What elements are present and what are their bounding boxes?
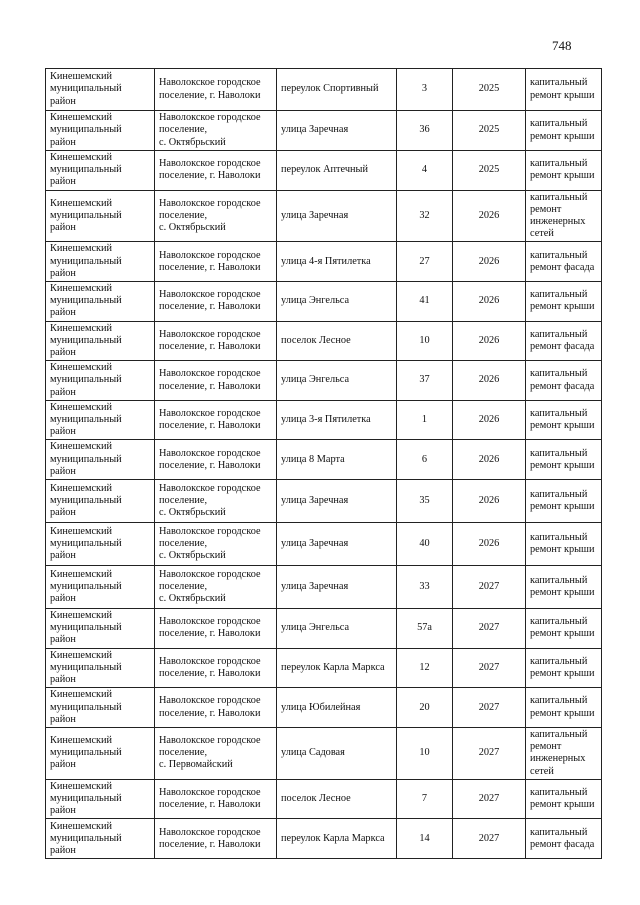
- table-body: [46, 69, 602, 859]
- district-cell: Кинешемский муниципальный район: [46, 523, 155, 566]
- year-cell: 2027: [453, 779, 526, 819]
- house-number-cell: 14: [397, 819, 453, 859]
- street-cell: улица Садовая: [277, 727, 397, 779]
- table-row: [46, 361, 602, 401]
- house-number-cell: 10: [397, 321, 453, 361]
- table-row: [46, 321, 602, 361]
- work-type-cell: капитальный ремонт крыши: [526, 111, 602, 151]
- settlement-cell: Наволокское городское поселение, с. Октябрьский: [155, 190, 277, 242]
- district-cell: Кинешемский муниципальный район: [46, 400, 155, 440]
- work-type-cell: капитальный ремонт крыши: [526, 400, 602, 440]
- settlement-cell: Наволокское городское поселение, г. Наволоки: [155, 819, 277, 859]
- district-cell: Кинешемский муниципальный район: [46, 361, 155, 401]
- year-cell: 2027: [453, 727, 526, 779]
- district-cell: Кинешемский муниципальный район: [46, 609, 155, 649]
- settlement-cell: Наволокское городское поселение, г. Наволоки: [155, 688, 277, 728]
- street-cell: улица Юбилейная: [277, 688, 397, 728]
- house-number-cell: 40: [397, 523, 453, 566]
- work-type-cell: капитальный ремонт крыши: [526, 440, 602, 480]
- settlement-cell: Наволокское городское поселение, г. Наволоки: [155, 361, 277, 401]
- settlement-cell: Наволокское городское поселение, с. Октябрьский: [155, 523, 277, 566]
- district-cell: Кинешемский муниципальный район: [46, 69, 155, 111]
- work-type-cell: капитальный ремонт крыши: [526, 523, 602, 566]
- settlement-cell: Наволокское городское поселение, с. Октябрьский: [155, 480, 277, 523]
- settlement-cell: Наволокское городское поселение, г. Наволоки: [155, 69, 277, 111]
- table-row: [46, 480, 602, 523]
- house-number-cell: 12: [397, 648, 453, 688]
- page-number: 748: [552, 38, 572, 53]
- house-number-cell: 33: [397, 566, 453, 609]
- table-row: [46, 609, 602, 649]
- work-type-cell: капитальный ремонт фасада: [526, 321, 602, 361]
- house-number-cell: 41: [397, 282, 453, 322]
- year-cell: 2025: [453, 111, 526, 151]
- year-cell: 2026: [453, 523, 526, 566]
- district-cell: Кинешемский муниципальный район: [46, 819, 155, 859]
- street-cell: поселок Лесное: [277, 321, 397, 361]
- table-row: [46, 648, 602, 688]
- settlement-cell: Наволокское городское поселение, с. Октябрьский: [155, 566, 277, 609]
- settlement-cell: Наволокское городское поселение, г. Наволоки: [155, 282, 277, 322]
- house-number-cell: 20: [397, 688, 453, 728]
- house-number-cell: 6: [397, 440, 453, 480]
- settlement-cell: Наволокское городское поселение, г. Наволоки: [155, 242, 277, 282]
- settlement-cell: Наволокское городское поселение, с. Первомайский: [155, 727, 277, 779]
- year-cell: 2026: [453, 282, 526, 322]
- settlement-cell: Наволокское городское поселение, г. Наволоки: [155, 779, 277, 819]
- street-cell: улица Заречная: [277, 480, 397, 523]
- street-cell: улица Энгельса: [277, 609, 397, 649]
- table-row: [46, 151, 602, 191]
- table-row: [46, 779, 602, 819]
- settlement-cell: Наволокское городское поселение, г. Наволоки: [155, 648, 277, 688]
- year-cell: 2027: [453, 819, 526, 859]
- table-row: [46, 688, 602, 728]
- house-number-cell: 35: [397, 480, 453, 523]
- table-row: [46, 819, 602, 859]
- table-row: [46, 727, 602, 779]
- street-cell: улица Энгельса: [277, 282, 397, 322]
- district-cell: Кинешемский муниципальный район: [46, 282, 155, 322]
- table-row: [46, 523, 602, 566]
- street-cell: переулок Карла Маркса: [277, 819, 397, 859]
- year-cell: 2026: [453, 480, 526, 523]
- work-type-cell: капитальный ремонт крыши: [526, 779, 602, 819]
- work-type-cell: капитальный ремонт крыши: [526, 566, 602, 609]
- work-type-cell: капитальный ремонт инженерных сетей: [526, 727, 602, 779]
- house-number-cell: 27: [397, 242, 453, 282]
- district-cell: Кинешемский муниципальный район: [46, 242, 155, 282]
- street-cell: улица 3-я Пятилетка: [277, 400, 397, 440]
- street-cell: улица Заречная: [277, 111, 397, 151]
- year-cell: 2026: [453, 321, 526, 361]
- district-cell: Кинешемский муниципальный район: [46, 779, 155, 819]
- house-number-cell: 36: [397, 111, 453, 151]
- year-cell: 2026: [453, 361, 526, 401]
- district-cell: Кинешемский муниципальный район: [46, 566, 155, 609]
- table-row: [46, 440, 602, 480]
- street-cell: переулок Карла Маркса: [277, 648, 397, 688]
- work-type-cell: капитальный ремонт крыши: [526, 282, 602, 322]
- district-cell: Кинешемский муниципальный район: [46, 440, 155, 480]
- district-cell: Кинешемский муниципальный район: [46, 688, 155, 728]
- table-row: [46, 400, 602, 440]
- settlement-cell: Наволокское городское поселение, г. Наволоки: [155, 440, 277, 480]
- settlement-cell: Наволокское городское поселение, г. Наволоки: [155, 151, 277, 191]
- district-cell: Кинешемский муниципальный район: [46, 321, 155, 361]
- work-type-cell: капитальный ремонт фасада: [526, 361, 602, 401]
- year-cell: 2027: [453, 648, 526, 688]
- settlement-cell: Наволокское городское поселение, г. Наволоки: [155, 321, 277, 361]
- street-cell: улица 4-я Пятилетка: [277, 242, 397, 282]
- district-cell: Кинешемский муниципальный район: [46, 648, 155, 688]
- year-cell: 2027: [453, 566, 526, 609]
- settlement-cell: Наволокское городское поселение, г. Наволоки: [155, 609, 277, 649]
- work-type-cell: капитальный ремонт крыши: [526, 151, 602, 191]
- table-row: [46, 69, 602, 111]
- street-cell: переулок Спортивный: [277, 69, 397, 111]
- house-number-cell: 1: [397, 400, 453, 440]
- district-cell: Кинешемский муниципальный район: [46, 151, 155, 191]
- work-type-cell: капитальный ремонт фасада: [526, 242, 602, 282]
- work-type-cell: капитальный ремонт крыши: [526, 688, 602, 728]
- work-type-cell: капитальный ремонт инженерных сетей: [526, 190, 602, 242]
- house-number-cell: 10: [397, 727, 453, 779]
- street-cell: улица Заречная: [277, 523, 397, 566]
- house-number-cell: 7: [397, 779, 453, 819]
- house-number-cell: 4: [397, 151, 453, 191]
- settlement-cell: Наволокское городское поселение, г. Наволоки: [155, 400, 277, 440]
- year-cell: 2026: [453, 190, 526, 242]
- year-cell: 2026: [453, 242, 526, 282]
- repair-schedule-table: [45, 68, 602, 859]
- house-number-cell: 57а: [397, 609, 453, 649]
- year-cell: 2027: [453, 609, 526, 649]
- table-row: [46, 282, 602, 322]
- house-number-cell: 37: [397, 361, 453, 401]
- street-cell: улица Заречная: [277, 566, 397, 609]
- table-row: [46, 566, 602, 609]
- table-row: [46, 242, 602, 282]
- work-type-cell: капитальный ремонт крыши: [526, 480, 602, 523]
- work-type-cell: капитальный ремонт крыши: [526, 69, 602, 111]
- house-number-cell: 32: [397, 190, 453, 242]
- year-cell: 2026: [453, 400, 526, 440]
- street-cell: поселок Лесное: [277, 779, 397, 819]
- work-type-cell: капитальный ремонт крыши: [526, 648, 602, 688]
- district-cell: Кинешемский муниципальный район: [46, 190, 155, 242]
- year-cell: 2026: [453, 440, 526, 480]
- year-cell: 2027: [453, 688, 526, 728]
- street-cell: улица 8 Марта: [277, 440, 397, 480]
- district-cell: Кинешемский муниципальный район: [46, 480, 155, 523]
- work-type-cell: капитальный ремонт крыши: [526, 609, 602, 649]
- year-cell: 2025: [453, 69, 526, 111]
- work-type-cell: капитальный ремонт фасада: [526, 819, 602, 859]
- table-row: [46, 111, 602, 151]
- settlement-cell: Наволокское городское поселение, с. Октябрьский: [155, 111, 277, 151]
- street-cell: улица Энгельса: [277, 361, 397, 401]
- district-cell: Кинешемский муниципальный район: [46, 111, 155, 151]
- district-cell: Кинешемский муниципальный район: [46, 727, 155, 779]
- year-cell: 2025: [453, 151, 526, 191]
- street-cell: улица Заречная: [277, 190, 397, 242]
- house-number-cell: 3: [397, 69, 453, 111]
- table-row: [46, 190, 602, 242]
- street-cell: переулок Аптечный: [277, 151, 397, 191]
